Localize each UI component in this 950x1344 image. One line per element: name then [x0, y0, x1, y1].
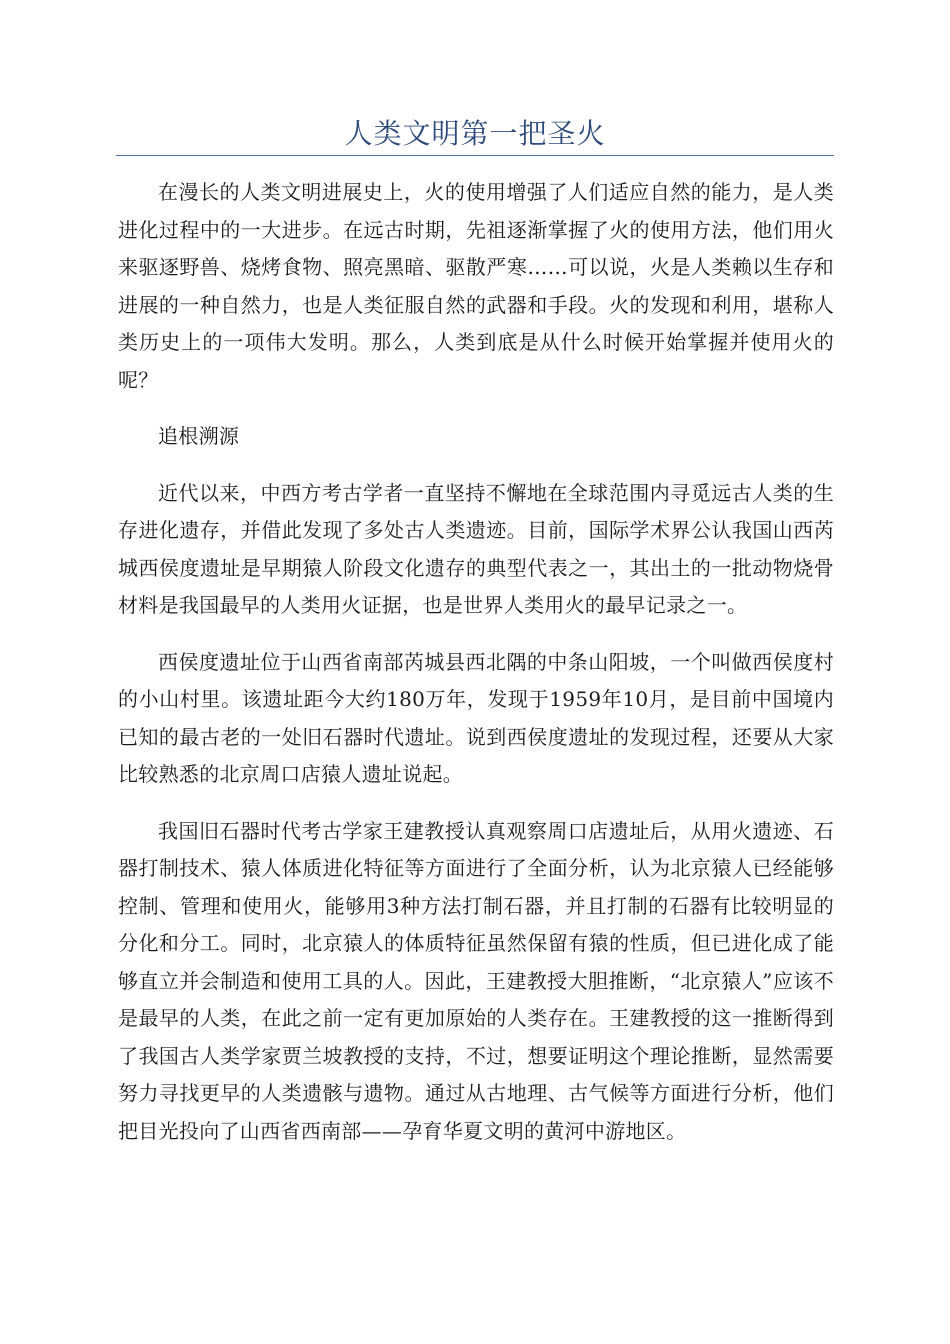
paragraph-site-location: 西侯度遗址位于山西省南部芮城县西北隅的中条山阳坡，一个叫做西侯度村的小山村里。该遗址距今大约180万年，发现于1959年10月，是目前中国境内已知的最古老的一处旧石器时代遗址。说到西侯度遗址的发现过程，还要从大家比较熟悉的北京周口店猿人遗址说起。	[118, 649, 834, 786]
article-body	[118, 174, 834, 1169]
title-underline	[116, 155, 834, 156]
paragraph-intro: 在漫长的人类文明进展史上，火的使用增强了人们适应自然的能力，是人类进化过程中的一大进步。在远古时期，先祖逐渐掌握了火的使用方法，他们用火来驱逐野兽、烧烤食物、照亮黑暗、驱散严寒……可以说，火是人类赖以生存和进展的一种自然力，也是人类征服自然的武器和手段。火的发现和利用，堪称人类历史上的一项伟大发明。那么，人类到底是从什么时候开始掌握并使用火的呢？	[118, 180, 834, 392]
section-heading: 追根溯源	[158, 424, 240, 448]
paragraph-wang-jian: 我国旧石器时代考古学家王建教授认真观察周口店遗址后，从用火遗迹、石器打制技术、猿人体质进化特征等方面进行了全面分析，认为北京猿人已经能够控制、管理和使用火，能够用3种方法打制石器，并且打制的石器有比较明显的分化和分工。同时，北京猿人的体质特征虽然保留有猿的性质，但已进化成了能够直立并会制造和使用工具的人。因此，王建教授大胆推断，“北京猿人”应该不是最早的人类，在此之前一定有更加原始的人类存在。王建教授的这一推断得到了我国古人类学家贾兰坡教授的支持，不过，想要证明这个理论推断，显然需要努力寻找更早的人类遗骸与遗物。通过从古地理、古气候等方面进行分析，他们把目光投向了山西省西南部——孕育华夏文明的黄河中游地区。	[118, 818, 834, 1143]
paragraph-research: 近代以来，中西方考古学者一直坚持不懈地在全球范围内寻觅远古人类的生存进化遗存，并借此发现了多处古人类遗迹。目前，国际学术界公认我国山西芮城西侯度遗址是早期猿人阶段文化遗存的典型代表之一，其出土的一批动物烧骨材料是我国最早的人类用火证据，也是世界人类用火的最早记录之一。	[118, 480, 834, 617]
page-title: 人类文明第一把圣火	[344, 117, 606, 150]
